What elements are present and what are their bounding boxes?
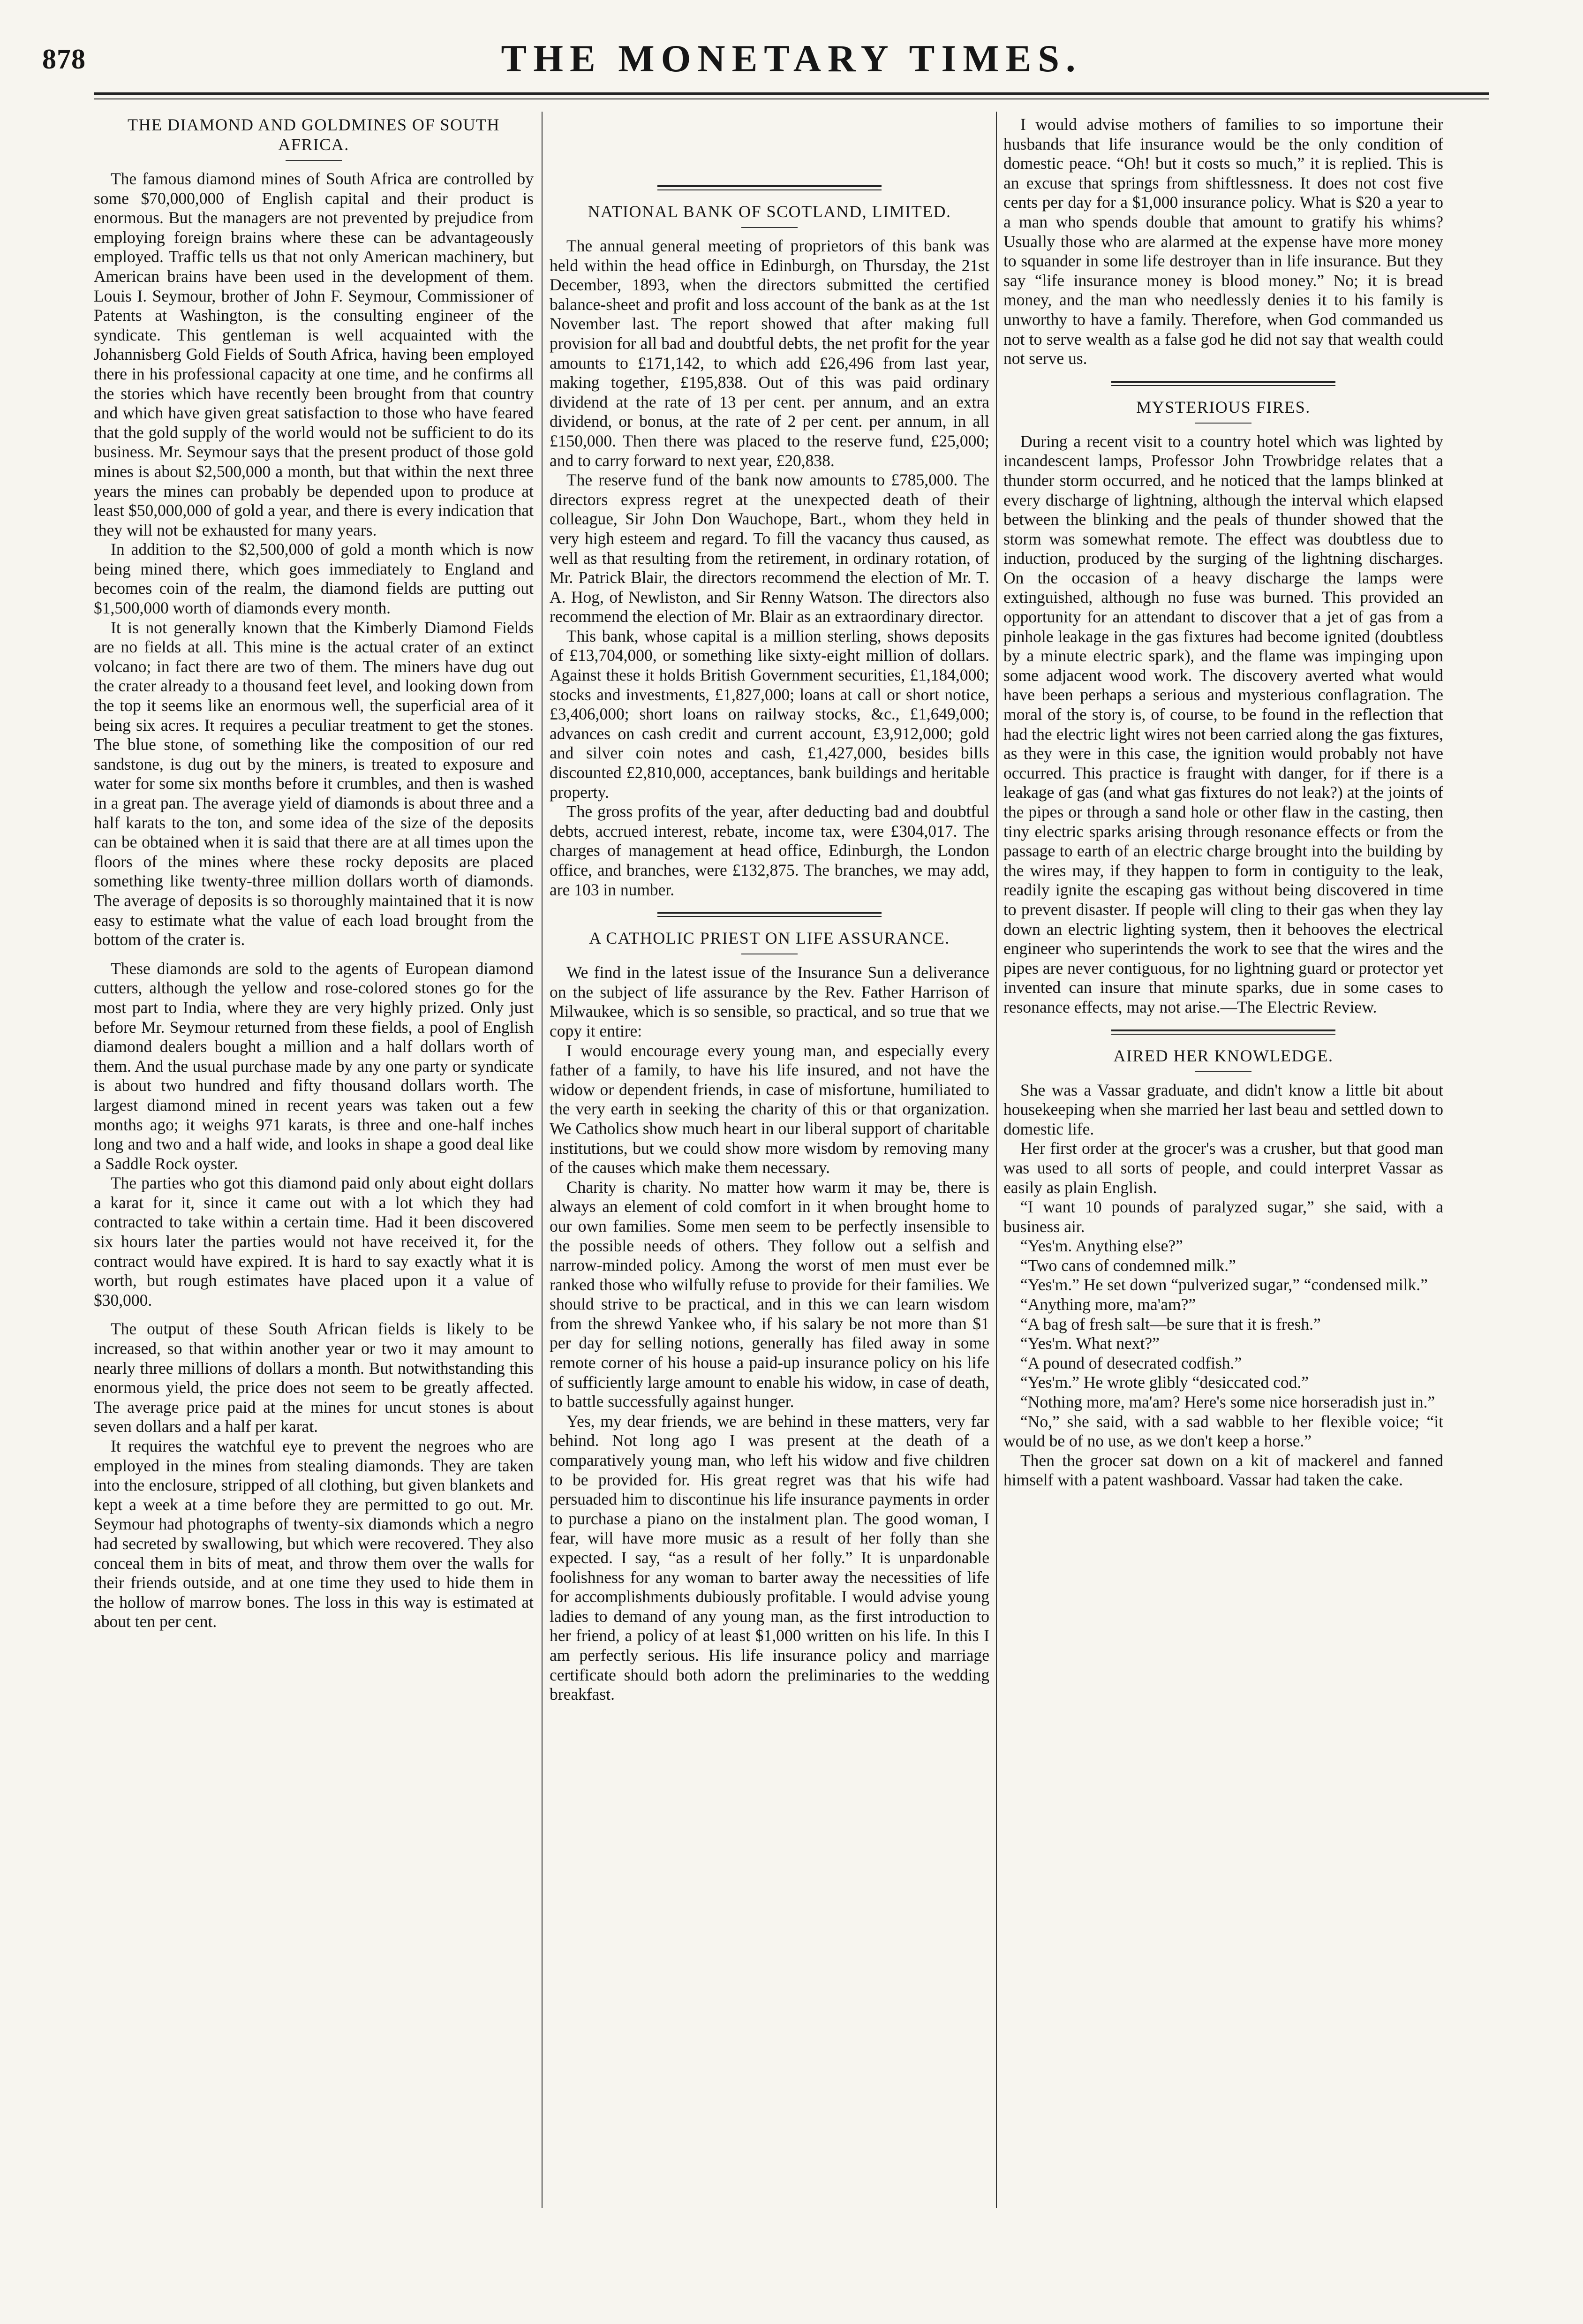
article-paragraph: She was a Vassar graduate, and didn't know a little bit about housekeeping when she married her last beau and settled down to domestic life. (1003, 1080, 1443, 1138)
article-paragraph: “Yes'm. Anything else?” (1020, 1236, 1183, 1256)
column-3 (1003, 115, 1443, 2272)
section-separator (550, 912, 989, 917)
section-separator (1003, 381, 1443, 386)
article-paragraph: These diamonds are sold to the agents of European diamond cutters, although the yellow and rose-colored stones go for the most part to India, where they are very highly prized. Only just before Mr. Seymour returned from these fields, a pool of English diamond dealers bought a million and a half dollars worth of them. And the usual purchase made by any one party or syndicate is about two hundred and fifty thousand dollars worth. The largest diamond mined in recent years was taken out a few months ago; it weighs 971 karats, is three and one-half inches long and two and a half wide, and looks in shape a good deal like a Saddle Rock oyster. (94, 959, 534, 1173)
article-paragraph: “Nothing more, ma'am? Here's some nice horseradish just in.” (1020, 1393, 1435, 1412)
article-paragraph: I would advise mothers of families to so importune their husbands that life insurance would be the only condition of domestic peace. “Oh! but it costs so much,” it is replied. This is an excuse that springs from shiftlessness. It does not cost five cents per day for a $1,000 insurance policy. What is $20 a year to a man who spends double that amount to gratify his whims? Usually those who are alarmed at the expense have more money to squander in some life destroyer than in life insurance. But they say “life insurance money is blood money.” No; it is bread money, and the man who needlessly denies it to his family is unworthy to have a family. Therefore, when God commanded us not to serve wealth as a false god he did not say that wealth could not serve us. (1003, 115, 1443, 368)
column-divider (542, 112, 543, 2208)
article-title: NATIONAL BANK OF SCOTLAND, LIMITED. (588, 202, 951, 221)
article-paragraph: Charity is charity. No matter how warm it may be, there is always an element of cold comfort in it when brought home to our own families. Some men seem to be perfectly insensible to the possible needs of others. They follow out a selfish and narrow-minded policy. Among the worst of men must ever be ranked those who wilfully refuse to provide for their families. We should strive to be practical, and in this we can learn wisdom from the shrewd Yankee who, if his salary be not more than $1 per day for selling notions, generally has filed away in some remote corner of his house a paid-up insurance policy on his life of sufficiently large amount to enable his widow, in case of death, to battle successfully against hunger. (550, 1177, 989, 1411)
article-paragraph: “I want 10 pounds of paralyzed sugar,” she said, with a business air. (1003, 1197, 1443, 1236)
article-paragraph: “Yes'm.” He set down “pulverized sugar,” “condensed milk.” (1020, 1275, 1428, 1294)
article-paragraph: “Anything more, ma'am?” (1020, 1295, 1196, 1314)
header-rule (94, 92, 1489, 95)
title-rule (286, 160, 342, 161)
article-title: MYSTERIOUS FIRES. (1136, 397, 1311, 416)
article-paragraph: The output of these South African fields is likely to be increased, so that within another year or two it may amount to nearly three millions of dollars a month. But notwithstanding this enormous yield, the price does not seem to be greatly affected. The average price paid at the mines for uncut stones is about seven dollars and a half per karat. (94, 1319, 534, 1436)
article-title: A CATHOLIC PRIEST ON LIFE ASSURANCE. (589, 929, 950, 948)
column-1 (94, 115, 534, 2272)
article-paragraph: It is not generally known that the Kimberly Diamond Fields are no fields at all. This mine is the actual crater of an extinct volcano; in fact there are two of them. The miners have dug out the crater already to a thousand feet level, and looking down from the top it seems like an enormous well, the superficial area of it being six acres. It requires a peculiar treatment to get the stones. The blue stone, of something like the composition of our red sandstone, is dug out by the miners, is treated to exposure and water for some six months before it crumbles, and then is washed in a great pan. The average yield of diamonds is about three and a half karats to the ton, and some idea of the size of the deposits can be obtained when it is said that there are at all times upon the floors of the mines where these rocky deposits are placed something like twenty-three million dollars worth of diamonds. The average of deposits is so thoroughly maintained that it is now easy to estimate what the value of each load brought from the bottom of the crater is. (94, 618, 534, 949)
article-paragraph: “No,” she said, with a sad wabble to her flexible voice; “it would be of no use, as we don't keep a horse.” (1003, 1412, 1443, 1451)
section-separator (550, 185, 989, 190)
article-paragraph: The famous diamond mines of South Africa are controlled by some $70,000,000 of English capital and their product is enormous. But the managers are not prevented by prejudice from employing foreign brains where these can be advantageously employed. Traffic tells us that not only American machinery, but American brains have been used in the development of them. Louis I. Seymour, brother of John F. Seymour, Commissioner of Patents at Washington, is the consulting engineer of the syndicate. This gentleman is well acquainted with the Johannisberg Gold Fields of South Africa, having been employed there in his professional capacity at one time, and he confirms all the stories which have recently been brought from that country and which have given great satisfaction to those who have feared that the gold supply of the world would not be sufficient to do its business. Mr. Seymour says that the present product of those gold mines is about $2,500,000 a month, but that within the next three years the mines can probably be depended upon to produce at least $50,000,000 of gold a year, and there is every indication that they will not be exhausted for many years. (94, 169, 534, 539)
article-title: AIRED HER KNOWLEDGE. (1113, 1046, 1334, 1065)
article-paragraph: During a recent visit to a country hotel which was lighted by incandescent lamps, Professor John Trowbridge relates that a thunder storm occurred, and he noticed that the lamps blinked at every discharge of lightning, although the interval which elapsed between the blinking and the peals of thunder showed that the storm was somewhat remote. The effect was doubtless due to induction, produced by the surging of the lightning discharges. On the occasion of a heavy discharge the lamps were extinguished, although no fuse was burned. This provided an opportunity for an attendant to discover that a jet of gas from a pinhole leakage in the gas fixtures had become ignited (doubtless by a minute electric spark), and the flame was impinging upon some adjacent wood work. The discovery averted what would have been perhaps a serious and mysterious conflagration. The moral of the story is, of course, to be found in the reflection that had the electric light wires not been carried along the gas fixtures, as they were in this case, the ignition would probably not have occurred. This practice is fraught with danger, for if there is a leakage of gas (and what gas fixtures do not leak?) at the joints of the pipes or through a sand hole or other flaw in the casting, then tiny electric sparks arising through resonance effects or from the passage to earth of an electric charge brought into the building by the wires may, if they happen to form in contiguity to the leak, readily ignite the escaping gas without being discovered in time to prevent disaster. If people will cling to their gas when they lay down an electric lighting system, then it behooves the electrical engineer who superintends the work to see that the wires and the pipes are never contiguous, for no lightning guard or protector yet invented can insure that minute sparks, due in some cases to resonance effects, may not arise.—The Electric Review. (1003, 431, 1443, 1016)
article-paragraph: The gross profits of the year, after deducting bad and doubtful debts, accrued interest, rebate, income tax, were £304,017. The charges of management at head office, Edinburgh, the London office, and branches, were £132,875. The branches, we may add, are 103 in number. (550, 802, 989, 899)
article-paragraph: In addition to the $2,500,000 of gold a month which is now being mined there, which goes immediately to England and becomes coin of the realm, the diamond fields are putting out $1,500,000 worth of diamonds every month. (94, 540, 534, 618)
article-paragraph: The parties who got this diamond paid only about eight dollars a karat for it, since it came out with a lot which they had contracted to take within a certain time. Had it been discovered six hours later the parties would not have received it, for the contract would have expired. It is hard to say exactly what it is worth, but rough estimates have placed upon it a value of $30,000. (94, 1173, 534, 1310)
title-rule (1195, 1071, 1251, 1072)
article-paragraph: This bank, whose capital is a million sterling, shows deposits of £13,704,000, or something like sixty-eight million of dollars. Against these it holds British Government securities, £1,184,000; stocks and investments, £1,827,000; loans at call or short notice, £3,406,000; short loans on railway stocks, &c., £1,649,000; advances on cash credit and current account, £3,912,000; gold and silver coin notes and cash, £1,427,000, besides bills discounted £2,810,000, acceptances, bank buildings and heritable property. (550, 626, 989, 802)
article-paragraph: I would encourage every young man, and especially every father of a family, to have his life insured, and not have the widow or dependent friends, in case of misfortune, humiliated to the very earth in seeking the charity of this or that organization. We Catholics show much heart in our liberal support of charitable institutions, but we could show more wisdom by removing many of the causes which make them necessary. (550, 1041, 989, 1177)
article-paragraph: “Yes'm.” He wrote glibly “desiccated cod.” (1020, 1373, 1309, 1392)
page-number: 878 (42, 44, 86, 75)
article-paragraph: It requires the watchful eye to prevent the negroes who are employed in the mines from stealing diamonds. They are taken into the enclosure, stripped of all clothing, but given blankets and kept a week at a time before they are permitted to go out. Mr. Seymour had photographs of twenty-six diamonds which a negro had secreted by swallowing, but which were recovered. They also conceal them in bits of meat, and throw them over the walls for their friends outside, and at one time they used to hide them in the hollow of marrow bones. The loss in this way is estimated at about ten per cent. (94, 1437, 534, 1631)
article-paragraph: We find in the latest issue of the Insurance Sun a deliverance on the subject of life assurance by the Rev. Father Harrison of Milwaukee, which is so sensible, so practical, and so true that we copy it entire: (550, 963, 989, 1040)
header-rule-thin (94, 98, 1489, 99)
article-paragraph: “A bag of fresh salt—be sure that it is fresh.” (1020, 1314, 1321, 1333)
article-paragraph: “Two cans of condemned milk.” (1020, 1256, 1236, 1275)
section-separator (1003, 1030, 1443, 1035)
masthead: THE MONETARY TIMES. (501, 37, 1082, 80)
article-paragraph: Then the grocer sat down on a kit of mackerel and fanned himself with a patent washboard. Vassar had taken the cake. (1003, 1451, 1443, 1490)
title-rule (1195, 423, 1251, 424)
article-paragraph: Her first order at the grocer's was a crusher, but that good man was used to all sorts of people, and could interpret Vassar as easily as plain English. (1003, 1139, 1443, 1197)
title-rule (741, 227, 798, 228)
article-paragraph: “Yes'm. What next?” (1020, 1334, 1160, 1353)
article-paragraph: Yes, my dear friends, we are behind in these matters, very far behind. Not long ago I was present at the death of a comparatively young man, who left his widow and five children to be provided for. His great regret was that his wife had persuaded him to discontinue his life insurance payments in order to purchase a piano on the instalment plan. The good woman, I fear, will have more music as a result of her folly than she expected. I say, “as a result of her folly.” It is unpardonable foolishness for any woman to barter away the necessities of life for accomplishments dubiously profitable. I would advise young ladies to demand of any young man, as the first introduction to her friend, a policy of at least $1,000 written on his life. In this I am perfectly serious. His life insurance policy and marriage certificate should both adorn the preliminaries to the wedding breakfast. (550, 1411, 989, 1704)
column-2 (550, 115, 989, 2272)
article-paragraph: The annual general meeting of proprietors of this bank was held within the head office in Edinburgh, on Thursday, the 21st December, 1893, when the directors submitted the certified balance-sheet and profit and loss account of the bank as at the 1st November last. The report showed that after making full provision for all bad and doubtful debts, the net profit for the year amounts to £171,142, to which add £26,496 from last year, making together, £195,838. Out of this was paid ordinary dividend at the rate of 13 per cent. per annum, and an extra dividend, or bonus, at the rate of 2 per cent. per annum, in all £150,000. Then there was placed to the reserve fund, £25,000; and to carry forward to next year, £20,838. (550, 236, 989, 470)
column-divider (996, 112, 997, 2208)
article-title: THE DIAMOND AND GOLDMINES OF SOUTH AFRICA. (128, 115, 500, 154)
article-paragraph: The reserve fund of the bank now amounts to £785,000. The directors express regret at the unexpected death of their colleague, Sir John Don Wauchope, Bart., whom they held in very high esteem and regard. To fill the vacancy thus caused, as well as that resulting from the retirement, in ordinary rotation, of Mr. Patrick Blair, the directors recommend the election of Mr. T. A. Hog, of Newliston, and Sir Renny Watson. The directors also recommend the election of Mr. Blair as an extraordinary director. (550, 470, 989, 626)
article-paragraph: “A pound of desecrated codfish.” (1020, 1353, 1242, 1372)
